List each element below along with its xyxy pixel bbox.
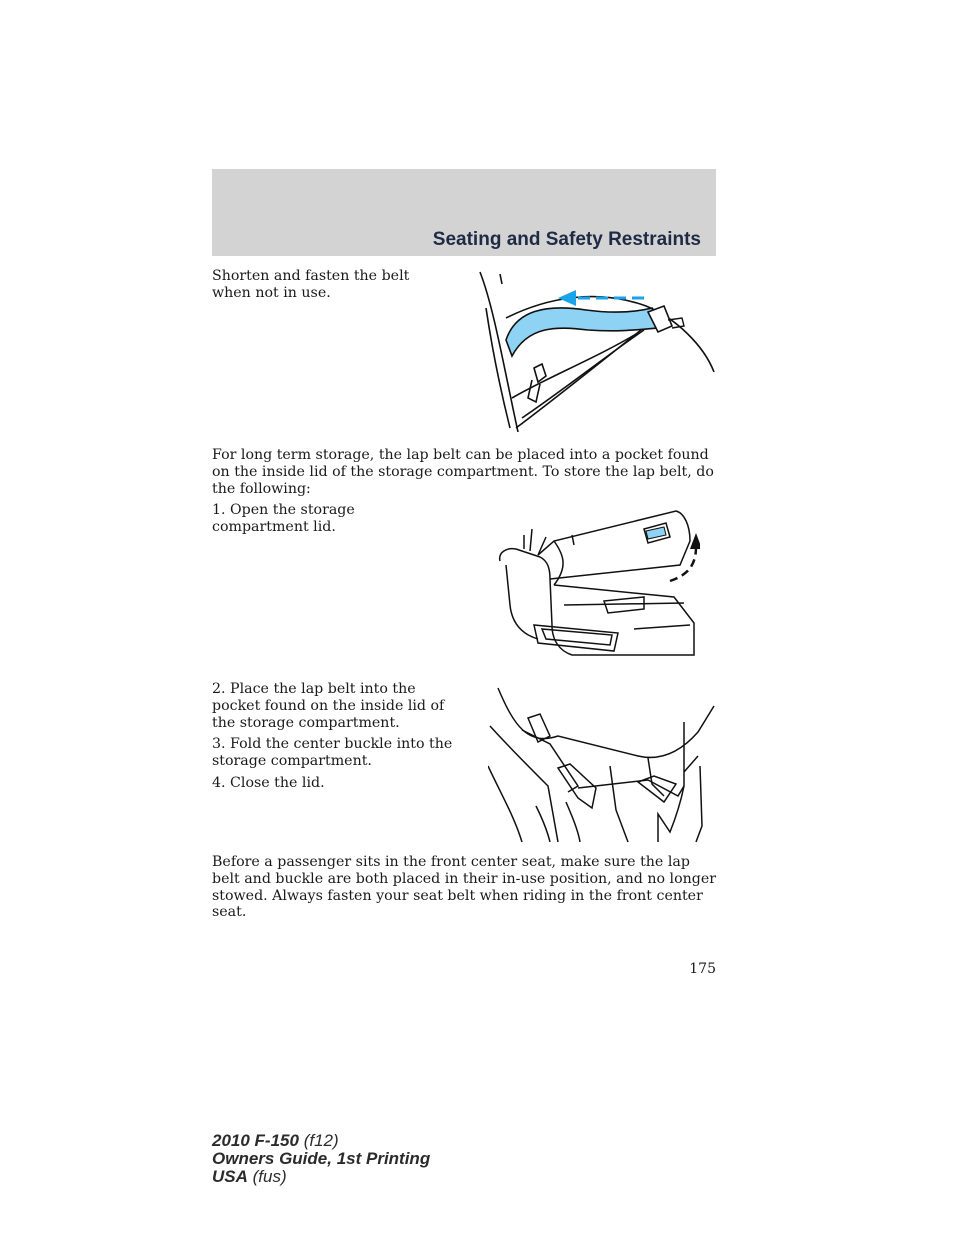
footer-line-2: Owners Guide, 1st Printing [212, 1149, 431, 1168]
step-1-text: 1. Open the storage compartment lid. [212, 502, 355, 535]
lift-arrow-icon [670, 533, 700, 581]
step-3-text: 3. Fold the center buckle into the storage compartment. [212, 736, 453, 769]
section-header-band [212, 169, 716, 256]
step-4-text: 4. Close the lid. [212, 775, 325, 791]
belt-shorten-illustration [476, 268, 720, 436]
shorten-belt-text: Shorten and fasten the belt when not in use. [212, 268, 410, 301]
page-number: 175 [689, 961, 716, 977]
step-2-text: 2. Place the lap belt into the pocket found on the inside lid of the storage compartment. [212, 681, 445, 731]
document-footer [212, 1132, 430, 1186]
seat-belt-strap [506, 308, 658, 356]
lap-belt-stowed-illustration [488, 686, 716, 844]
open-lid-illustration [494, 505, 700, 665]
storage-intro-text: For long term storage, the lap belt can be placed into a pocket found on the inside lid of the storage compartment. To store the lap belt, do the following: [212, 447, 714, 497]
section-title: Seating and Safety Restraints [432, 229, 701, 250]
footer-line-1: 2010 F-150 (f12) [212, 1131, 339, 1150]
closing-text: Before a passenger sits in the front center seat, make sure the lap belt and buckle are both placed in their in-use position, and no longer stowed. Always fasten your seat belt when riding in the front center seat. [212, 854, 717, 921]
footer-line-3: USA (fus) [212, 1167, 287, 1186]
direction-arrow-icon [558, 290, 644, 306]
